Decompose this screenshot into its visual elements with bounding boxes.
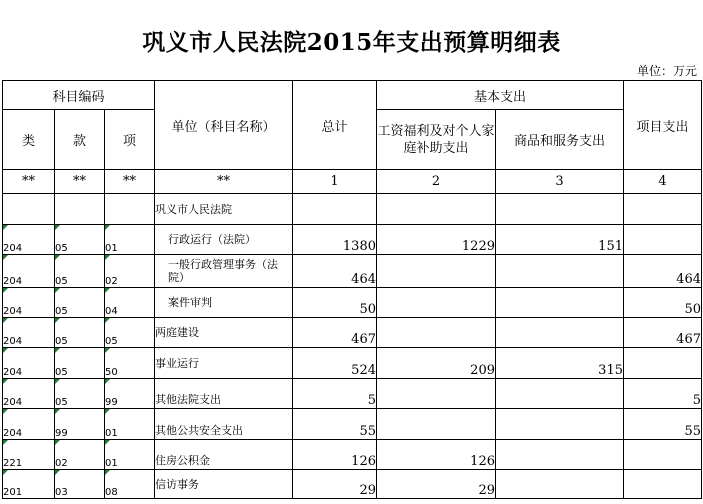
table-row: [3, 194, 702, 225]
lei-cell: [3, 194, 55, 225]
lei-cell: 221: [3, 440, 55, 470]
project-cell: [624, 225, 702, 255]
lei-cell: 204: [3, 318, 55, 348]
goods-cell: [496, 440, 624, 470]
table-title: 巩义市人民法院2015年支出预算明细表: [142, 29, 561, 56]
xiang-cell: 99: [105, 379, 155, 409]
header-basic: 基本支出: [377, 81, 624, 110]
total-cell: 1380: [293, 225, 377, 255]
marker-cell: 3: [496, 170, 624, 194]
subject-name-cell: 一般行政管理事务（法院）: [155, 255, 293, 288]
goods-cell: 151: [496, 225, 624, 255]
marker-cell: **: [55, 170, 105, 194]
project-cell: 464: [624, 255, 702, 288]
goods-cell: [496, 255, 624, 288]
kuan-cell: 99: [55, 409, 105, 440]
kuan-cell: 05: [55, 348, 105, 379]
total-cell: 524: [293, 348, 377, 379]
project-cell: [624, 348, 702, 379]
table-row: [3, 409, 702, 440]
subject-name-cell: 案件审判: [155, 288, 293, 318]
xiang-cell: 05: [105, 318, 155, 348]
header-unit-name: 单位（科目名称）: [155, 81, 293, 170]
subject-name-cell: 信访事务: [155, 470, 293, 499]
kuan-cell: 02: [55, 440, 105, 470]
marker-cell: 2: [377, 170, 496, 194]
header-project: 项目支出: [624, 81, 702, 170]
total-cell: 126: [293, 440, 377, 470]
wages-cell: [377, 409, 496, 440]
goods-cell: [496, 288, 624, 318]
wages-cell: [377, 288, 496, 318]
lei-cell: 204: [3, 379, 55, 409]
wages-cell: [377, 194, 496, 225]
header-kuan: 款: [55, 110, 105, 170]
lei-cell: 204: [3, 348, 55, 379]
xiang-cell: 04: [105, 288, 155, 318]
table-row: [3, 225, 702, 255]
total-cell: 50: [293, 288, 377, 318]
table-row: [3, 470, 702, 499]
header-goods: 商品和服务支出: [496, 110, 624, 170]
marker-cell: 1: [293, 170, 377, 194]
project-cell: 5: [624, 379, 702, 409]
lei-cell: 204: [3, 225, 55, 255]
subject-name-cell: 事业运行: [155, 348, 293, 379]
kuan-cell: 05: [55, 255, 105, 288]
project-cell: 55: [624, 409, 702, 440]
table-row: [3, 318, 702, 348]
table-row: [3, 288, 702, 318]
table-row: [3, 255, 702, 288]
subject-name-cell: 巩义市人民法院: [155, 194, 293, 225]
kuan-cell: 05: [55, 288, 105, 318]
goods-cell: 315: [496, 348, 624, 379]
total-cell: 5: [293, 379, 377, 409]
table-row: [3, 440, 702, 470]
marker-cell: 4: [624, 170, 702, 194]
wages-cell: [377, 379, 496, 409]
subject-name-cell: 行政运行（法院）: [155, 225, 293, 255]
lei-cell: 204: [3, 409, 55, 440]
header-xiang: 项: [105, 110, 155, 170]
project-cell: 50: [624, 288, 702, 318]
lei-cell: 201: [3, 470, 55, 499]
total-cell: 467: [293, 318, 377, 348]
project-cell: [624, 440, 702, 470]
kuan-cell: 03: [55, 470, 105, 499]
marker-row: [3, 170, 702, 194]
kuan-cell: 05: [55, 379, 105, 409]
xiang-cell: 01: [105, 225, 155, 255]
marker-cell: **: [155, 170, 293, 194]
total-cell: [293, 194, 377, 225]
goods-cell: [496, 194, 624, 225]
xiang-cell: 01: [105, 440, 155, 470]
xiang-cell: [105, 194, 155, 225]
goods-cell: [496, 470, 624, 499]
goods-cell: [496, 409, 624, 440]
header-total: 总计: [293, 81, 377, 170]
project-cell: [624, 194, 702, 225]
subject-name-cell: 其他公共安全支出: [155, 409, 293, 440]
total-cell: 29: [293, 470, 377, 499]
kuan-cell: [55, 194, 105, 225]
marker-cell: **: [105, 170, 155, 194]
lei-cell: 204: [3, 255, 55, 288]
goods-cell: [496, 318, 624, 348]
wages-cell: [377, 318, 496, 348]
total-cell: 55: [293, 409, 377, 440]
lei-cell: 204: [3, 288, 55, 318]
header-subject-code: 科目编码: [3, 81, 155, 110]
kuan-cell: 05: [55, 318, 105, 348]
total-cell: 464: [293, 255, 377, 288]
header-lei: 类: [3, 110, 55, 170]
project-cell: [624, 470, 702, 499]
table-row: [3, 379, 702, 409]
header-wages: 工资福利及对个人家庭补助支出: [377, 110, 496, 170]
goods-cell: [496, 379, 624, 409]
wages-cell: 1229: [377, 225, 496, 255]
wages-cell: [377, 255, 496, 288]
unit-label: 单位：万元: [636, 64, 697, 78]
wages-cell: 29: [377, 470, 496, 499]
marker-cell: **: [3, 170, 55, 194]
wages-cell: 209: [377, 348, 496, 379]
xiang-cell: 50: [105, 348, 155, 379]
xiang-cell: 08: [105, 470, 155, 499]
wages-cell: 126: [377, 440, 496, 470]
xiang-cell: 02: [105, 255, 155, 288]
subject-name-cell: 两庭建设: [155, 318, 293, 348]
kuan-cell: 05: [55, 225, 105, 255]
table-row: [3, 348, 702, 379]
subject-name-cell: 其他法院支出: [155, 379, 293, 409]
subject-name-cell: 住房公积金: [155, 440, 293, 470]
project-cell: 467: [624, 318, 702, 348]
xiang-cell: 01: [105, 409, 155, 440]
budget-table: [2, 80, 702, 499]
